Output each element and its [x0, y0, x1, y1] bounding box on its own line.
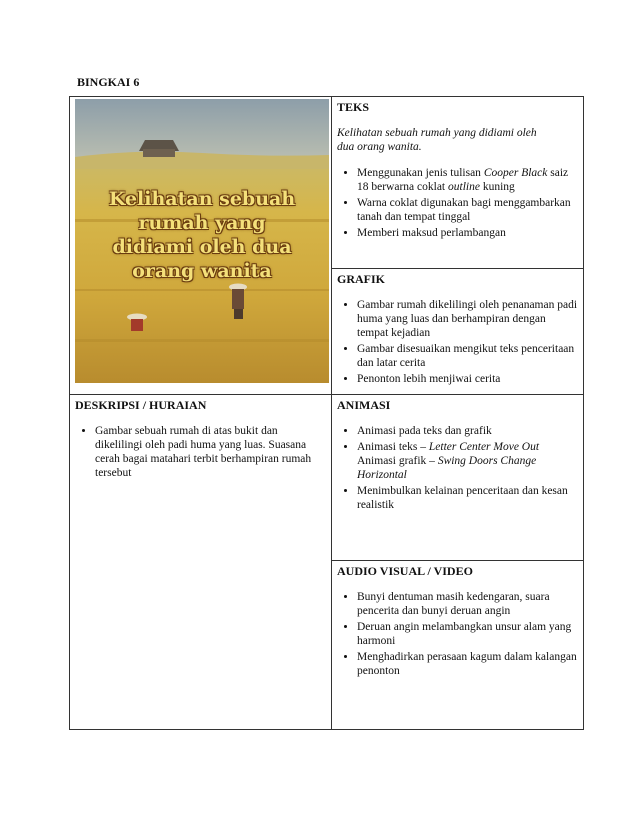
audio-cell [332, 561, 584, 730]
grafik-heading: GRAFIK [337, 272, 385, 286]
grafik-cell [332, 269, 584, 395]
animasi-cell [332, 395, 584, 561]
scene-image [75, 99, 329, 383]
list-item: • Menghadirkan perasaan kagum dalam kalangan penonton [357, 650, 578, 678]
farmer-figure-right [229, 284, 247, 320]
list-item: • Warna coklat digunakan bagi menggambarkan tanah dan tempat tinggal [357, 196, 578, 224]
caption-line: rumah yang [138, 212, 266, 234]
list-item: • Penonton lebih menjiwai cerita [357, 372, 578, 386]
list-item: • Gambar rumah dikelilingi oleh penanaman padi huma yang luas dan berhampiran dengan tempat kejadian [357, 298, 578, 340]
house-icon [139, 140, 179, 157]
scene-caption [75, 187, 329, 283]
caption-line: didiami oleh dua [112, 236, 292, 258]
list-item: • Animasi teks – Letter Center Move Out Animasi grafik – Swing Doors Change Horizontal [357, 440, 578, 482]
list-item: • Menggunakan jenis tulisan Cooper Black saiz 18 berwarna coklat outline kuning [357, 166, 578, 194]
storyboard-table [69, 96, 584, 730]
list-item: • Gambar sebuah rumah di atas bukit dan dikelilingi oleh padi huma yang luas. Suasana cerah bagai matahari terbit berhampiran rumah tersebut [95, 424, 326, 480]
audio-heading: AUDIO VISUAL / VIDEO [337, 564, 473, 578]
teks-heading: TEKS [337, 100, 370, 114]
list-item: • Memberi maksud perlambangan [357, 226, 578, 240]
animasi-list [337, 424, 578, 512]
caption-line: Kelihatan sebuah [108, 188, 296, 210]
teks-list [337, 166, 578, 240]
deskripsi-heading: DESKRIPSI / HURAIAN [75, 398, 207, 412]
teks-intro: Kelihatan sebuah rumah yang didiami oleh dua orang wanita. [337, 127, 537, 153]
list-item: • Gambar disesuaikan mengikut teks penceritaan dan latar cerita [357, 342, 578, 370]
animasi-heading: ANIMASI [337, 398, 391, 412]
list-item: • Bunyi dentuman masih kedengaran, suara pencerita dan bunyi deruan angin [357, 590, 578, 618]
list-item: • Deruan angin melambangkan unsur alam yang harmoni [357, 620, 578, 648]
list-item: • Menimbulkan kelainan penceritaan dan kesan realistik [357, 484, 578, 512]
audio-list [337, 590, 578, 678]
list-item: • Animasi pada teks dan grafik [357, 424, 578, 438]
farmer-figure-left [127, 314, 147, 332]
teks-cell [332, 97, 584, 269]
caption-line: orang wanita [132, 260, 272, 282]
frame-title: BINGKAI 6 [77, 75, 140, 89]
grafik-list [337, 298, 578, 386]
deskripsi-list [75, 424, 326, 480]
image-cell [70, 97, 332, 395]
deskripsi-cell [70, 395, 332, 730]
